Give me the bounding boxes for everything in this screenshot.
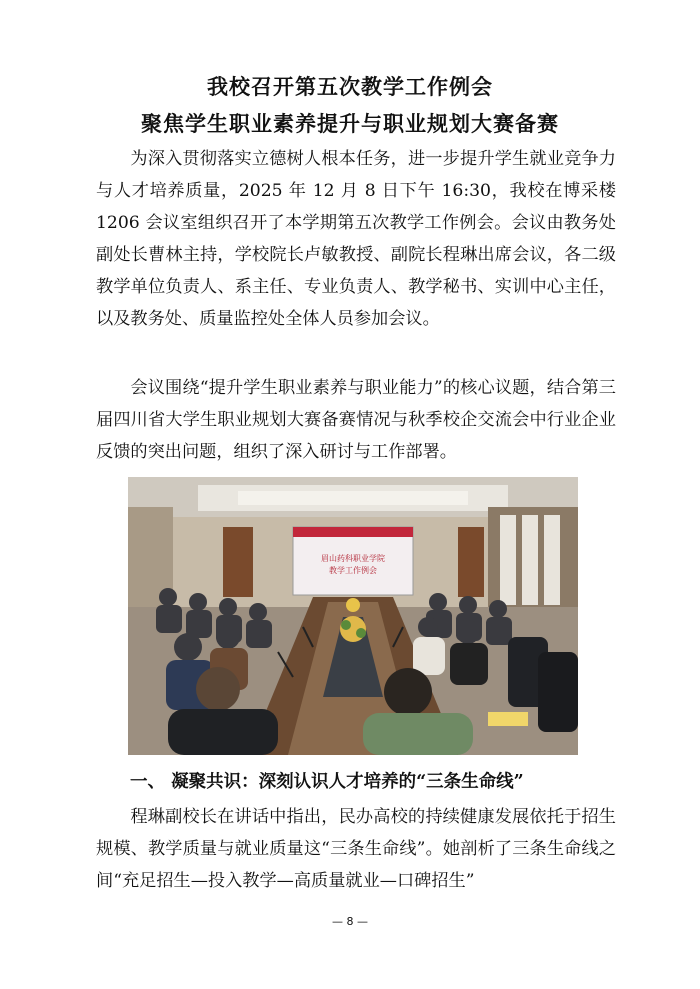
paragraph-speech: 程琳副校长在讲话中指出，民办高校的持续健康发展依托于招生规模、教学质量与就业质量这“三条生命线”。她剖析了三条生命线之间“充足招生—投入教学—高质量就业—口碑招生” — [96, 807, 616, 891]
screen-title: 眉山药科职业学院 — [321, 554, 385, 563]
paragraph-topic: 会议围绕“提升学生职业素养与职业能力”的核心议题，结合第三届四川省大学生职业规划大赛备赛情况与秋季校企交流会中行业企业反馈的突出问题，组织了深入研讨与工作部署。 — [96, 378, 616, 462]
screen-subtitle: 教学工作例会 — [329, 566, 377, 575]
meeting-photo — [128, 477, 578, 755]
section-heading: 一、 凝聚共识：深刻认识人才培养的“三条生命线” — [130, 772, 524, 792]
paragraph-intro: 为深入贯彻落实立德树人根本任务，进一步提升学生就业竞争力与人才培养质量，2025 年 12 月 8 日下午 16:30，我校在博采楼 1206 会议室组织召开了本学期第五次教学工作例会。会议由教务处副处长曹林主持，学校院长卢敏教授、副院长程琳出席会议，各二级教学单位负责人、系主任、专业负责人、教学秘书、实训中心主任，以及教务处、质量监控处全体人员参加会议。 — [96, 149, 616, 329]
page-number: — 8 — — [332, 915, 368, 928]
article-title: 我校召开第五次教学工作例会 — [207, 74, 493, 99]
article-subtitle: 聚焦学生职业素养提升与职业规划大赛备赛 — [141, 111, 559, 136]
